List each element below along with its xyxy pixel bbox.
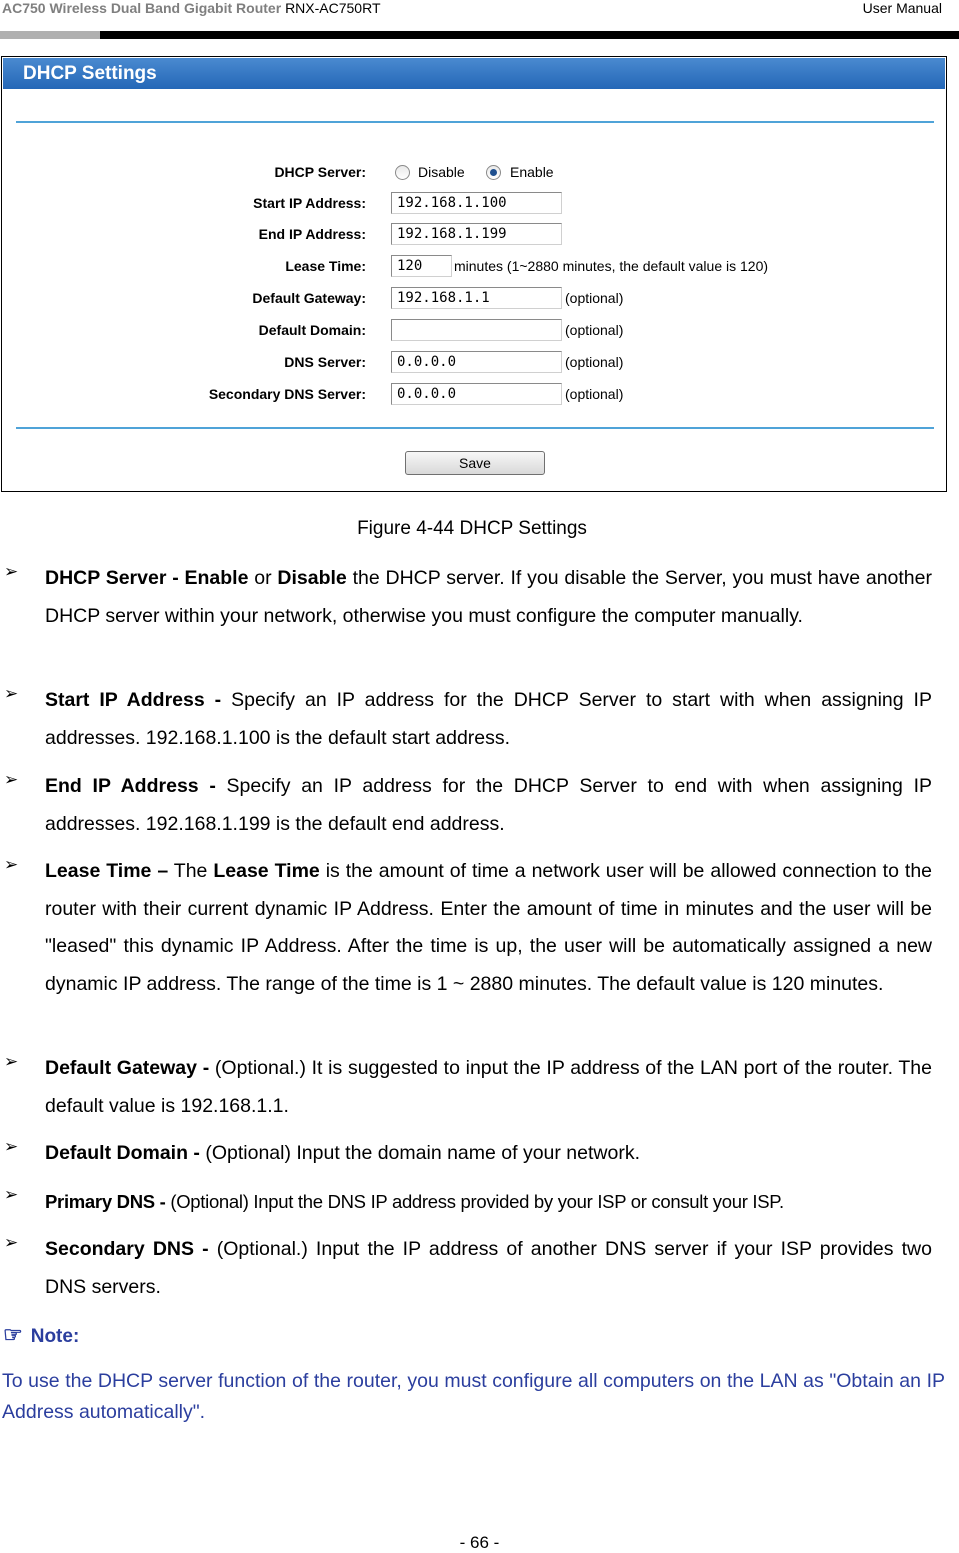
dns-server-label: DNS Server: — [284, 354, 366, 370]
panel-title: DHCP Settings — [23, 63, 157, 84]
secondary-dns-label: Secondary DNS Server: — [208, 386, 366, 402]
bottom-divider — [16, 427, 934, 429]
dhcp-disable-radio[interactable] — [395, 165, 410, 180]
dhcp-enable-radio[interactable] — [486, 165, 501, 180]
default-domain-row — [2, 319, 946, 343]
end-ip-row — [2, 223, 946, 247]
start-ip-row — [2, 192, 946, 216]
secondary-dns-hint: (optional) — [565, 386, 624, 402]
bullet-arrow-icon: ➢ — [4, 855, 19, 874]
bullet-arrow-icon: ➢ — [4, 1185, 19, 1204]
bullet-text: Start IP Address - Specify an IP address for the DHCP Server to start with when assigning IP addresses. 192.168.1.100 is the default start address. — [45, 689, 932, 749]
header-product: AC750 Wireless Dual Band Gigabit Router — [2, 0, 282, 16]
bullet-arrow-icon: ➢ — [4, 1233, 19, 1252]
lease-time-input[interactable]: 120 — [391, 255, 452, 277]
bullet-text: Default Gateway - (Optional.) It is suggested to input the IP address of the LAN port of the router. The default value is 192.168.1.1. — [45, 1057, 932, 1117]
default-gateway-input[interactable]: 192.168.1.1 — [391, 287, 562, 309]
page-number: - 66 - — [459, 1533, 500, 1552]
secondary-dns-input[interactable]: 0.0.0.0 — [391, 383, 562, 405]
bullet-arrow-icon: ➢ — [4, 684, 19, 703]
note-text: To use the DHCP server function of the router, you must configure all computers on the LAN as "Obtain an IP Address automatically". — [2, 1370, 945, 1423]
dhcp-server-label: DHCP Server: — [274, 164, 366, 180]
bullet-arrow-icon: ➢ — [4, 562, 19, 581]
top-divider — [16, 121, 934, 123]
note-heading: ☞ Note: — [3, 1322, 80, 1347]
dns-server-hint: (optional) — [565, 354, 624, 370]
lease-time-hint: minutes (1~2880 minutes, the default value is 120) — [454, 258, 769, 274]
bullet-text: Default Domain - (Optional) Input the domain name of your network. — [45, 1142, 641, 1164]
bullet-arrow-icon: ➢ — [4, 1137, 19, 1156]
save-button[interactable]: Save — [405, 451, 545, 475]
header-product-line — [2, 0, 381, 16]
default-domain-hint: (optional) — [565, 322, 624, 338]
page-header — [0, 0, 959, 40]
dhcp-enable-label: Enable — [510, 164, 554, 180]
header-model: RNX-AC750RT — [285, 0, 381, 16]
dns-server-row — [2, 351, 946, 375]
dhcp-server-row — [2, 161, 946, 185]
panel-title-bar — [3, 58, 945, 89]
bullet-text: Primary DNS - (Optional) Input the DNS IP address provided by your ISP or consult your ISP. — [45, 1191, 784, 1212]
bullet-text: End IP Address - Specify an IP address for the DHCP Server to end with when assigning IP addresses. 192.168.1.199 is the default end address. — [45, 775, 932, 835]
default-domain-input[interactable] — [391, 319, 562, 341]
bullet-text: Secondary DNS - (Optional.) Input the IP address of another DNS server if your ISP provides two DNS servers. — [45, 1238, 932, 1298]
lease-time-row — [2, 255, 946, 279]
figure-caption: Figure 4-44 DHCP Settings — [357, 518, 587, 539]
bullet-text: DHCP Server - Enable or Disable the DHCP server. If you disable the Server, you must have another DHCP server within your network, otherwise you must configure the computer manually. — [45, 567, 932, 627]
default-gateway-row — [2, 287, 946, 311]
header-rule-black — [100, 31, 959, 39]
default-domain-label: Default Domain: — [258, 322, 366, 338]
secondary-dns-row — [2, 383, 946, 407]
dhcp-disable-label: Disable — [418, 164, 465, 180]
start-ip-input[interactable]: 192.168.1.100 — [391, 192, 562, 214]
start-ip-label: Start IP Address: — [253, 195, 366, 211]
bullet-text: Lease Time – The Lease Time is the amount of time a network user will be allowed connection to the router with their current dynamic IP Address. Enter the amount of time in minutes and the user will be "leased" this dynamic IP Address. After the time is up, the user will be automatically assigned a new dynamic IP address. The range of the time is 1 ~ 2880 minutes. The default value is 120 minutes. — [45, 860, 933, 995]
end-ip-input[interactable]: 192.168.1.199 — [391, 223, 562, 245]
end-ip-label: End IP Address: — [258, 226, 366, 242]
lease-time-label: Lease Time: — [285, 258, 366, 274]
bullet-arrow-icon: ➢ — [4, 1052, 19, 1071]
dns-server-input[interactable]: 0.0.0.0 — [391, 351, 562, 373]
dhcp-settings-screenshot — [1, 56, 947, 492]
bullet-arrow-icon: ➢ — [4, 770, 19, 789]
pointing-hand-icon: ☞ — [3, 1322, 23, 1347]
default-gateway-label: Default Gateway: — [252, 290, 366, 306]
default-gateway-hint: (optional) — [565, 290, 624, 306]
header-rule-gray — [0, 31, 100, 39]
header-manual: User Manual — [862, 0, 942, 16]
